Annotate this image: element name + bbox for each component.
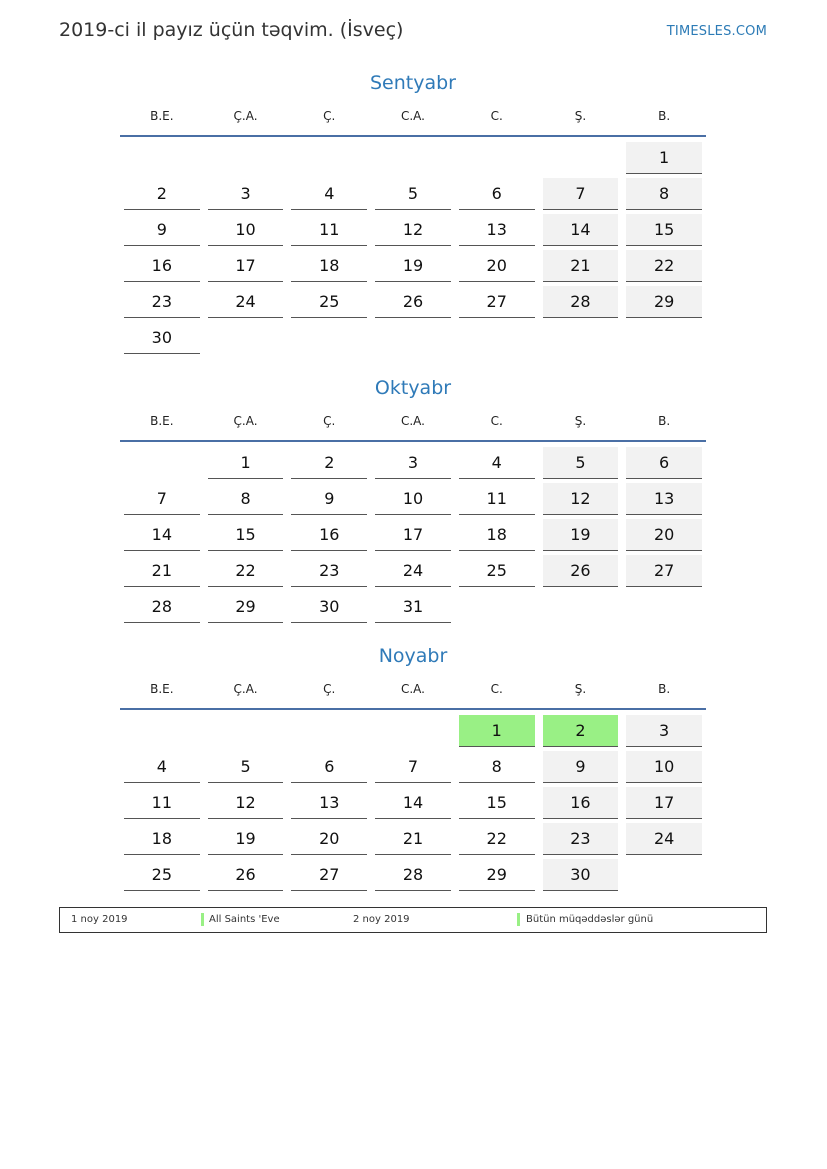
day-cell: 16 <box>124 250 200 282</box>
month-title: Noyabr <box>378 645 448 667</box>
day-cell: 11 <box>124 787 200 819</box>
day-cell: 25 <box>291 286 367 318</box>
day-cell: 10 <box>375 483 451 515</box>
site-link[interactable]: TIMESLES.COM <box>666 24 767 39</box>
day-cell: 27 <box>291 859 367 891</box>
weekday-label: B.E. <box>150 414 174 428</box>
day-cell: 17 <box>375 519 451 551</box>
day-cell: 27 <box>626 555 702 587</box>
day-cell: 7 <box>543 178 619 210</box>
day-cell: 10 <box>626 751 702 783</box>
day-cell: 26 <box>375 286 451 318</box>
day-cell: 29 <box>208 591 284 623</box>
day-cell: 19 <box>543 519 619 551</box>
weekday-label: B. <box>658 414 671 428</box>
legend-holiday-name: Bütün müqəddəslər günü <box>526 914 654 925</box>
day-cell: 12 <box>208 787 284 819</box>
day-cell: 18 <box>124 823 200 855</box>
day-cell: 9 <box>124 214 200 246</box>
month-title: Oktyabr <box>374 377 452 399</box>
weekday-label: Ç. <box>323 109 336 123</box>
month-title: Sentyabr <box>369 72 456 94</box>
day-cell: 22 <box>626 250 702 282</box>
weekday-label: B. <box>658 109 671 123</box>
holiday-legend <box>59 907 767 933</box>
legend-holiday-name: All Saints 'Eve <box>209 914 280 925</box>
day-cell: 29 <box>626 286 702 318</box>
weekday-label: Ş. <box>574 414 587 428</box>
day-cell: 24 <box>208 286 284 318</box>
empty-cell <box>371 142 455 178</box>
day-cell: 16 <box>543 787 619 819</box>
day-cell: 4 <box>291 178 367 210</box>
holiday-color-marker <box>517 913 520 926</box>
day-cell: 7 <box>124 483 200 515</box>
day-cell: 13 <box>459 214 535 246</box>
day-cell: 22 <box>459 823 535 855</box>
empty-cell <box>120 715 204 751</box>
empty-cell <box>539 142 623 178</box>
empty-cell <box>204 142 288 178</box>
weekday-label: C. <box>490 682 503 696</box>
day-cell: 25 <box>459 555 535 587</box>
days-grid <box>120 137 706 358</box>
day-cell: 30 <box>543 859 619 891</box>
day-cell: 28 <box>543 286 619 318</box>
day-cell: 23 <box>124 286 200 318</box>
day-cell: 6 <box>291 751 367 783</box>
day-cell: 23 <box>291 555 367 587</box>
day-cell: 15 <box>626 214 702 246</box>
weekday-label: C.A. <box>400 414 425 428</box>
day-cell: 21 <box>124 555 200 587</box>
weekday-label: C.A. <box>400 109 425 123</box>
day-cell: 25 <box>124 859 200 891</box>
day-cell: 5 <box>208 751 284 783</box>
weekday-header <box>120 98 706 137</box>
day-cell: 31 <box>375 591 451 623</box>
day-cell: 30 <box>124 322 200 354</box>
weekday-label: C.A. <box>400 682 425 696</box>
day-cell: 11 <box>291 214 367 246</box>
weekday-header <box>120 403 706 442</box>
day-cell: 26 <box>208 859 284 891</box>
legend-date: 2 noy 2019 <box>353 914 410 925</box>
weekday-label: Ş. <box>574 109 587 123</box>
day-cell: 19 <box>375 250 451 282</box>
day-cell: 20 <box>626 519 702 551</box>
empty-cell <box>455 142 539 178</box>
day-cell: 24 <box>626 823 702 855</box>
day-cell: 4 <box>459 447 535 479</box>
day-cell: 1 <box>208 447 284 479</box>
empty-cell <box>120 142 204 178</box>
weekday-label: Ç.A. <box>233 109 258 123</box>
day-cell: 18 <box>459 519 535 551</box>
day-cell: 26 <box>543 555 619 587</box>
legend-date: 1 noy 2019 <box>71 914 128 925</box>
weekday-label: Ş. <box>574 682 587 696</box>
day-cell: 12 <box>375 214 451 246</box>
day-cell: 21 <box>375 823 451 855</box>
page-title: 2019-ci il payız üçün təqvim. (İsveç) <box>59 19 404 41</box>
holiday-day-cell: 1 <box>459 715 535 747</box>
day-cell: 15 <box>459 787 535 819</box>
day-cell: 6 <box>459 178 535 210</box>
day-cell: 3 <box>208 178 284 210</box>
day-cell: 7 <box>375 751 451 783</box>
day-cell: 9 <box>291 483 367 515</box>
day-cell: 17 <box>626 787 702 819</box>
month-october <box>120 373 706 627</box>
day-cell: 16 <box>291 519 367 551</box>
day-cell: 12 <box>543 483 619 515</box>
day-cell: 1 <box>626 142 702 174</box>
day-cell: 29 <box>459 859 535 891</box>
day-cell: 4 <box>124 751 200 783</box>
weekday-label: C. <box>490 414 503 428</box>
day-cell: 19 <box>208 823 284 855</box>
day-cell: 18 <box>291 250 367 282</box>
day-cell: 22 <box>208 555 284 587</box>
day-cell: 23 <box>543 823 619 855</box>
month-november <box>120 641 706 895</box>
day-cell: 8 <box>208 483 284 515</box>
day-cell: 8 <box>626 178 702 210</box>
day-cell: 20 <box>459 250 535 282</box>
day-cell: 5 <box>543 447 619 479</box>
empty-cell <box>120 447 204 483</box>
days-grid <box>120 442 706 627</box>
weekday-label: B. <box>658 682 671 696</box>
empty-cell <box>371 715 455 751</box>
weekday-label: Ç. <box>323 414 336 428</box>
day-cell: 6 <box>626 447 702 479</box>
empty-cell <box>287 142 371 178</box>
weekday-label: Ç. <box>323 682 336 696</box>
day-cell: 9 <box>543 751 619 783</box>
day-cell: 2 <box>124 178 200 210</box>
holiday-color-marker <box>201 913 204 926</box>
holiday-day-cell: 2 <box>543 715 619 747</box>
empty-cell <box>204 715 288 751</box>
day-cell: 8 <box>459 751 535 783</box>
day-cell: 14 <box>543 214 619 246</box>
weekday-label: Ç.A. <box>233 682 258 696</box>
days-grid <box>120 710 706 895</box>
weekday-label: B.E. <box>150 109 174 123</box>
day-cell: 3 <box>375 447 451 479</box>
day-cell: 24 <box>375 555 451 587</box>
day-cell: 14 <box>375 787 451 819</box>
day-cell: 10 <box>208 214 284 246</box>
weekday-label: Ç.A. <box>233 414 258 428</box>
day-cell: 28 <box>124 591 200 623</box>
month-september <box>120 68 706 358</box>
day-cell: 27 <box>459 286 535 318</box>
weekday-label: B.E. <box>150 682 174 696</box>
day-cell: 2 <box>291 447 367 479</box>
day-cell: 14 <box>124 519 200 551</box>
weekday-label: C. <box>490 109 503 123</box>
day-cell: 21 <box>543 250 619 282</box>
day-cell: 3 <box>626 715 702 747</box>
weekday-header <box>120 671 706 710</box>
day-cell: 17 <box>208 250 284 282</box>
day-cell: 15 <box>208 519 284 551</box>
day-cell: 20 <box>291 823 367 855</box>
day-cell: 13 <box>626 483 702 515</box>
day-cell: 5 <box>375 178 451 210</box>
empty-cell <box>287 715 371 751</box>
day-cell: 11 <box>459 483 535 515</box>
day-cell: 30 <box>291 591 367 623</box>
day-cell: 13 <box>291 787 367 819</box>
day-cell: 28 <box>375 859 451 891</box>
